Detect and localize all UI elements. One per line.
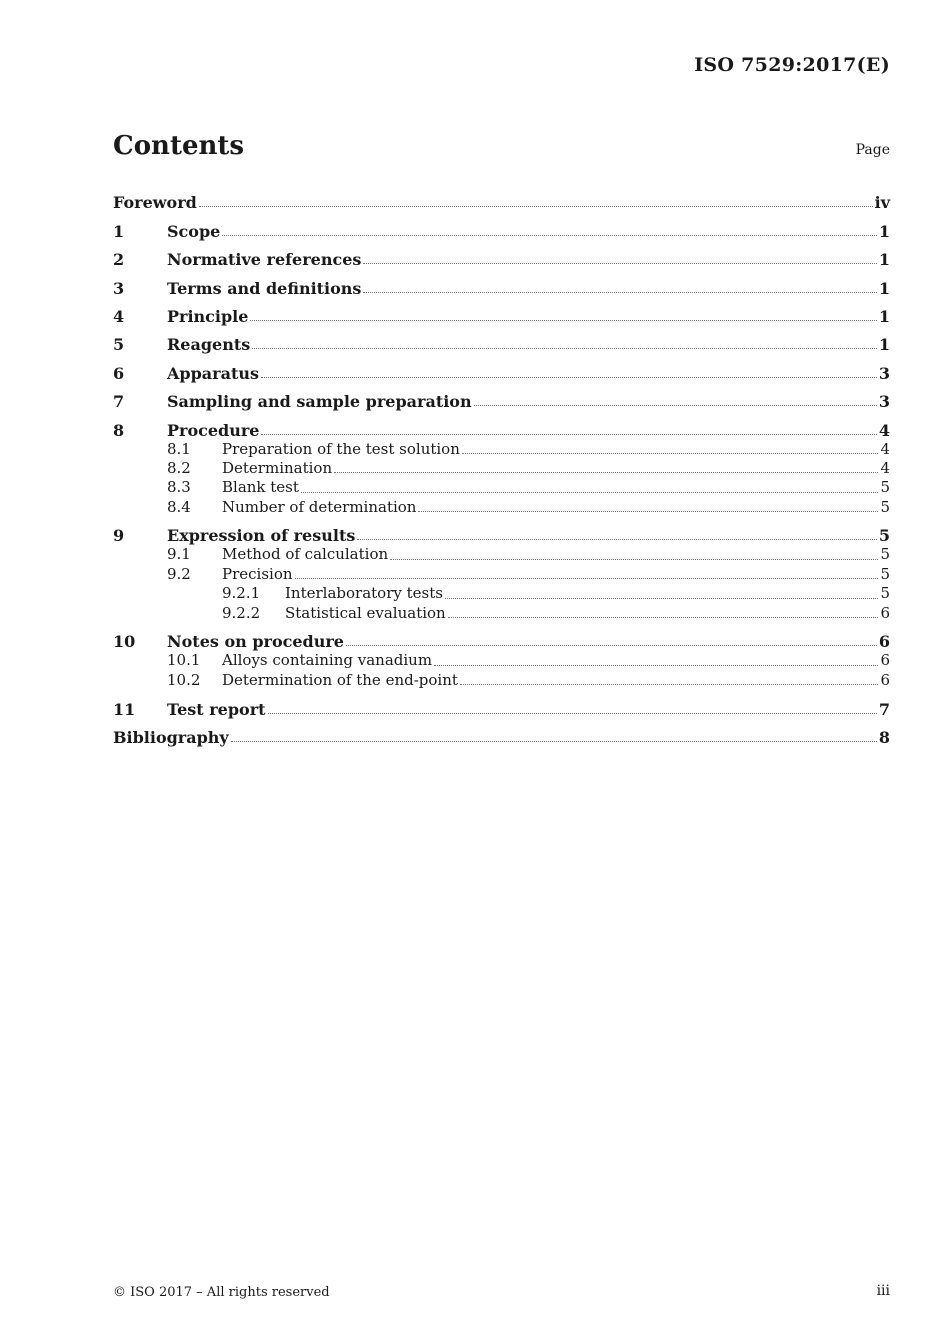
toc-entry[interactable]	[113, 354, 890, 382]
dot-leader	[301, 492, 879, 493]
toc-entry-page: 6	[880, 670, 890, 689]
toc-subentry[interactable]	[113, 545, 890, 564]
toc-entry-page: iv	[874, 193, 890, 213]
toc-entry-number: 8	[113, 420, 125, 440]
toc-entry[interactable]	[113, 212, 890, 240]
toc-entry-number: 5	[113, 335, 125, 355]
toc-entry-title: Precision	[222, 564, 293, 583]
toc-entry-page: 6	[880, 603, 890, 622]
dot-leader	[250, 320, 876, 321]
toc-entry-title: Statistical evaluation	[285, 603, 446, 622]
toc-entry-page: 4	[880, 458, 890, 477]
toc-entry[interactable]	[113, 719, 890, 747]
toc-entry-title: Expression of results	[167, 526, 356, 546]
toc-entry-number: 3	[113, 278, 125, 298]
dot-leader	[445, 598, 879, 599]
page-number: iii	[876, 1283, 890, 1299]
toc-entry-page: 1	[878, 221, 890, 241]
toc-subentry[interactable]	[113, 498, 890, 517]
dot-leader	[448, 617, 879, 618]
toc-entry[interactable]	[113, 411, 890, 439]
toc-subsubentry[interactable]	[113, 584, 890, 603]
toc-entry-page: 4	[880, 439, 890, 458]
toc-entry[interactable]	[113, 690, 890, 718]
dot-leader	[222, 235, 877, 236]
toc-entry-title: Number of determination	[222, 497, 417, 516]
toc-entry-title: Procedure	[167, 420, 260, 440]
toc-entry-number: 6	[113, 363, 125, 383]
toc-entry-number: 10.2	[167, 670, 201, 689]
dot-leader	[268, 713, 877, 714]
dot-leader	[474, 405, 877, 406]
toc-subentry[interactable]	[113, 459, 890, 478]
toc-entry-number: 9	[113, 526, 125, 546]
toc-entry-page: 1	[878, 250, 890, 270]
toc-entry-title: Apparatus	[167, 363, 259, 383]
toc-entry-page: 6	[878, 632, 890, 652]
toc-entry-title: Notes on procedure	[167, 632, 344, 652]
dot-leader	[363, 292, 876, 293]
toc-entry-page: 1	[878, 306, 890, 326]
document-id: ISO 7529:2017(E)	[694, 54, 890, 76]
toc-entry-page: 1	[878, 278, 890, 298]
toc-entry-number: 8.1	[167, 439, 191, 458]
toc-entry-title: Normative references	[167, 250, 362, 270]
toc-entry[interactable]	[113, 383, 890, 411]
toc-entry-title: Sampling and sample preparation	[167, 392, 472, 412]
dot-leader	[295, 578, 879, 579]
toc-subentry[interactable]	[113, 478, 890, 497]
dot-leader	[231, 741, 877, 742]
dot-leader	[418, 511, 878, 512]
toc-entry-page: 5	[880, 545, 890, 564]
toc-entry-number: 8.2	[167, 458, 191, 477]
toc-entry-page: 6	[880, 651, 890, 670]
copyright-notice: © ISO 2017 – All rights reserved	[113, 1285, 330, 1300]
toc-entry-page: 5	[880, 564, 890, 583]
dot-leader	[334, 472, 878, 473]
dot-leader	[462, 453, 879, 454]
toc-entry-page: 5	[880, 478, 890, 497]
dot-leader	[199, 206, 873, 207]
toc-entry-title: Scope	[167, 221, 221, 241]
dot-leader	[346, 645, 877, 646]
toc-entry-page: 5	[880, 497, 890, 516]
toc-entry-number: 10.1	[167, 651, 201, 670]
toc-entry-title: Determination of the end-point	[222, 670, 458, 689]
toc-entry-title: Blank test	[222, 478, 299, 497]
toc-entry[interactable]	[113, 298, 890, 326]
toc-entry-title: Principle	[167, 306, 249, 326]
toc-entry-title: Interlaboratory tests	[285, 584, 443, 603]
toc-entry-title: Foreword	[113, 193, 197, 213]
toc-entry-page: 3	[878, 392, 890, 412]
toc-entry-page: 4	[878, 420, 890, 440]
toc-entry-title: Alloys containing vanadium	[222, 651, 433, 670]
toc-entry-number: 9.2	[167, 564, 191, 583]
dot-leader	[261, 377, 877, 378]
toc-entry-title: Method of calculation	[222, 545, 389, 564]
dot-leader	[363, 263, 876, 264]
toc-entry-title: Bibliography	[113, 727, 229, 747]
toc-entry[interactable]	[113, 623, 890, 651]
dot-leader	[252, 348, 877, 349]
toc-entry-number: 9.1	[167, 545, 191, 564]
toc-entry-number: 10	[113, 632, 136, 652]
toc-title: Contents	[113, 131, 245, 161]
dot-leader	[357, 539, 877, 540]
toc-entry-title: Preparation of the test solution	[222, 439, 460, 458]
toc-entry-title: Terms and definitions	[167, 278, 362, 298]
toc-entry-page: 5	[880, 584, 890, 603]
dot-leader	[460, 684, 879, 685]
dot-leader	[390, 559, 878, 560]
toc-subentry[interactable]	[113, 565, 890, 584]
dot-leader	[434, 665, 878, 666]
toc-subentry[interactable]	[113, 440, 890, 459]
toc-entry[interactable]	[113, 241, 890, 269]
toc-entry-number: 11	[113, 699, 136, 719]
toc-entry-number: 9.2.2	[222, 603, 261, 622]
toc-entry-number: 2	[113, 250, 125, 270]
toc-entry-page: 7	[878, 699, 890, 719]
page-column-label: Page	[855, 142, 890, 158]
toc-subsubentry[interactable]	[113, 604, 890, 623]
toc-entry-page: 5	[878, 526, 890, 546]
dot-leader	[261, 434, 876, 435]
table-of-contents	[113, 184, 890, 747]
toc-entry[interactable]	[113, 326, 890, 354]
toc-entry-page: 1	[878, 335, 890, 355]
toc-entry-title: Test report	[167, 699, 266, 719]
toc-subentry[interactable]	[113, 671, 890, 690]
toc-entry[interactable]	[113, 184, 890, 212]
toc-entry[interactable]	[113, 269, 890, 297]
toc-entry-page: 8	[878, 727, 890, 747]
toc-entry-number: 8.3	[167, 478, 191, 497]
toc-entry-number: 1	[113, 221, 125, 241]
toc-entry[interactable]	[113, 517, 890, 545]
toc-entry-number: 4	[113, 306, 125, 326]
toc-entry-number: 8.4	[167, 497, 191, 516]
toc-entry-title: Determination	[222, 458, 333, 477]
toc-entry-number: 7	[113, 392, 125, 412]
toc-subentry[interactable]	[113, 651, 890, 670]
toc-entry-number: 9.2.1	[222, 584, 261, 603]
toc-entry-page: 3	[878, 363, 890, 383]
toc-entry-title: Reagents	[167, 335, 251, 355]
